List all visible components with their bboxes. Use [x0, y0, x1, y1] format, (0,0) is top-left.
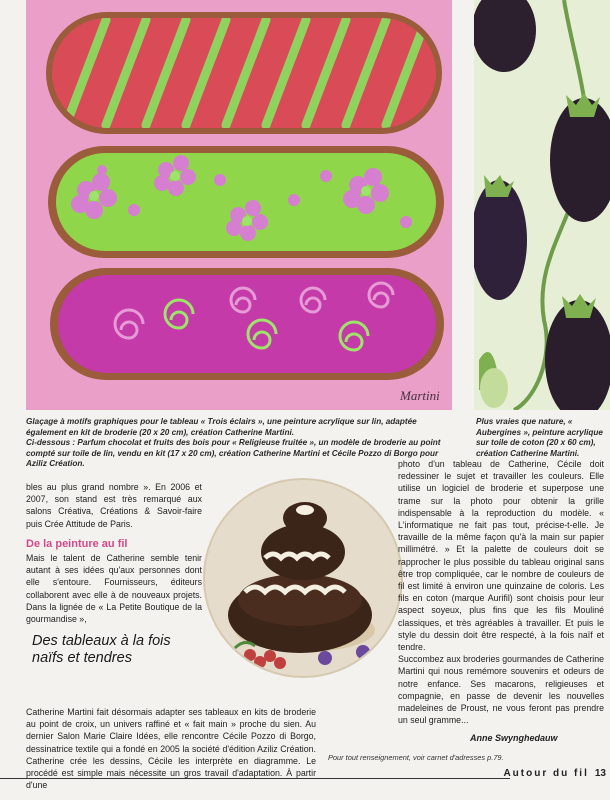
- author-name: Anne Swynghedauw: [470, 733, 558, 743]
- section-heading: De la peinture au fil: [26, 537, 128, 550]
- page-footer: [503, 768, 606, 779]
- subheading: [32, 633, 202, 667]
- eclairs-illustration: [26, 0, 452, 410]
- footer-rule: [0, 778, 510, 779]
- intro-paragraph: bles au plus grand nombre ». En 2006 et 2007, son stand est très remarqué aux salons Créativa, Créations & Savoir-faire puis Crée Attitude de Paris.: [26, 482, 202, 529]
- caption-eclairs: Glaçage à motifs graphiques pour le tableau « Trois éclairs », une peinture acrylique sur lin, adaptée également en kit de broderie (20 x 20 cm), création Catherine Martini.: [26, 417, 417, 437]
- main-caption: [26, 417, 458, 470]
- magazine-name: Autour du fil: [503, 768, 589, 779]
- subheading-line-2: naïfs et tendres: [32, 650, 132, 667]
- article-left-column: [26, 481, 202, 677]
- subheading-line-1: Des tableaux à la fois: [32, 633, 171, 650]
- page-number: 13: [594, 768, 606, 779]
- right-paragraph-2: Succombez aux broderies gourmandes de Catherine Martini qui nous remémore souvenirs et odeurs de notre enfance. Ses macarons, religieuses et compagnie, en passe de devenir les nouvelles madeleines de Proust, ne vous feront pas prendre un seul gramme...: [398, 654, 604, 726]
- aubergines-illustration: [474, 0, 610, 410]
- right-paragraph-1: photo d'un tableau de Catherine, Cécile doit redessiner le sujet et travailler les couleurs. Elle utilise un logiciel de broderie et superpose une trame sur la photo pour obtenir la grille indispensable à la reproduction du modèle. « L'informatique ne fait pas tout, précise-t-elle. Je travaille de la même façon qu'à la main sur papier millimétré. » Et la palette de couleurs doit se rapprocher le plus possible du tableau original sans être trop compliquée, car le nombre de couleurs de fil est limité à environ une quinzaine de coloris. Les fils en coton (marque Aurifil) sont choisis pour leur aspect soyeux, plus fins que les fils Mouliné classiques, et très agréables à travailler. Et puis le style du dessin doit être respecté, à la fois naïf et tendre.: [398, 459, 604, 653]
- address-reference: Pour tout renseignement, voir carnet d'adresses p.79.: [328, 753, 504, 762]
- caption-religieuse: Ci-dessous : Parfum chocolat et fruits des bois pour « Religieuse fruitée », un modèle de broderie au point compté sur toile de lin, vendu en kit (17 x 20 cm), création Catherine Martini et Cécile Pozzo di Borgo pour Aziliz Création.: [26, 438, 441, 469]
- article-right-column: [398, 458, 604, 726]
- eclairs-painting: [26, 0, 452, 410]
- embroidery-hoop-photo: [203, 478, 403, 678]
- aubergine-caption: Plus vraies que nature, « Aubergines », peinture acrylique sur toile de coton (20 x 60 cm), création Catherine Martini.: [476, 417, 603, 458]
- aubergines-painting: [474, 0, 610, 410]
- religieuse-embroidery: [205, 480, 403, 678]
- bottom-paragraph: Catherine Martini fait désormais adapter ses tableaux en kits de broderie au point de croix, un univers raffiné et « fait main » proche du sien. Au dernier Salon Marie Claire Idées, elle rencontre Cécile Pozzo di Borgo, dessinatrice textile qui a fondé en 2005 la société d'édition Aziliz Création. Catherine crée les dessins, Cécile les interprète en diagramme. Le procédé est simple mais nécessite un gros travail d'adaptation. À partir d'une: [26, 707, 316, 791]
- left-paragraph-2: Mais le talent de Catherine semble tenir autant à ses idées qu'aux personnes dont elle s'entoure. Fournisseurs, éditeurs collaborent avec elle à de nouveaux projets. Dans la lignée de « La Petite Boutique de la gourmandise »,: [26, 553, 202, 625]
- artist-signature: Martini: [400, 388, 440, 403]
